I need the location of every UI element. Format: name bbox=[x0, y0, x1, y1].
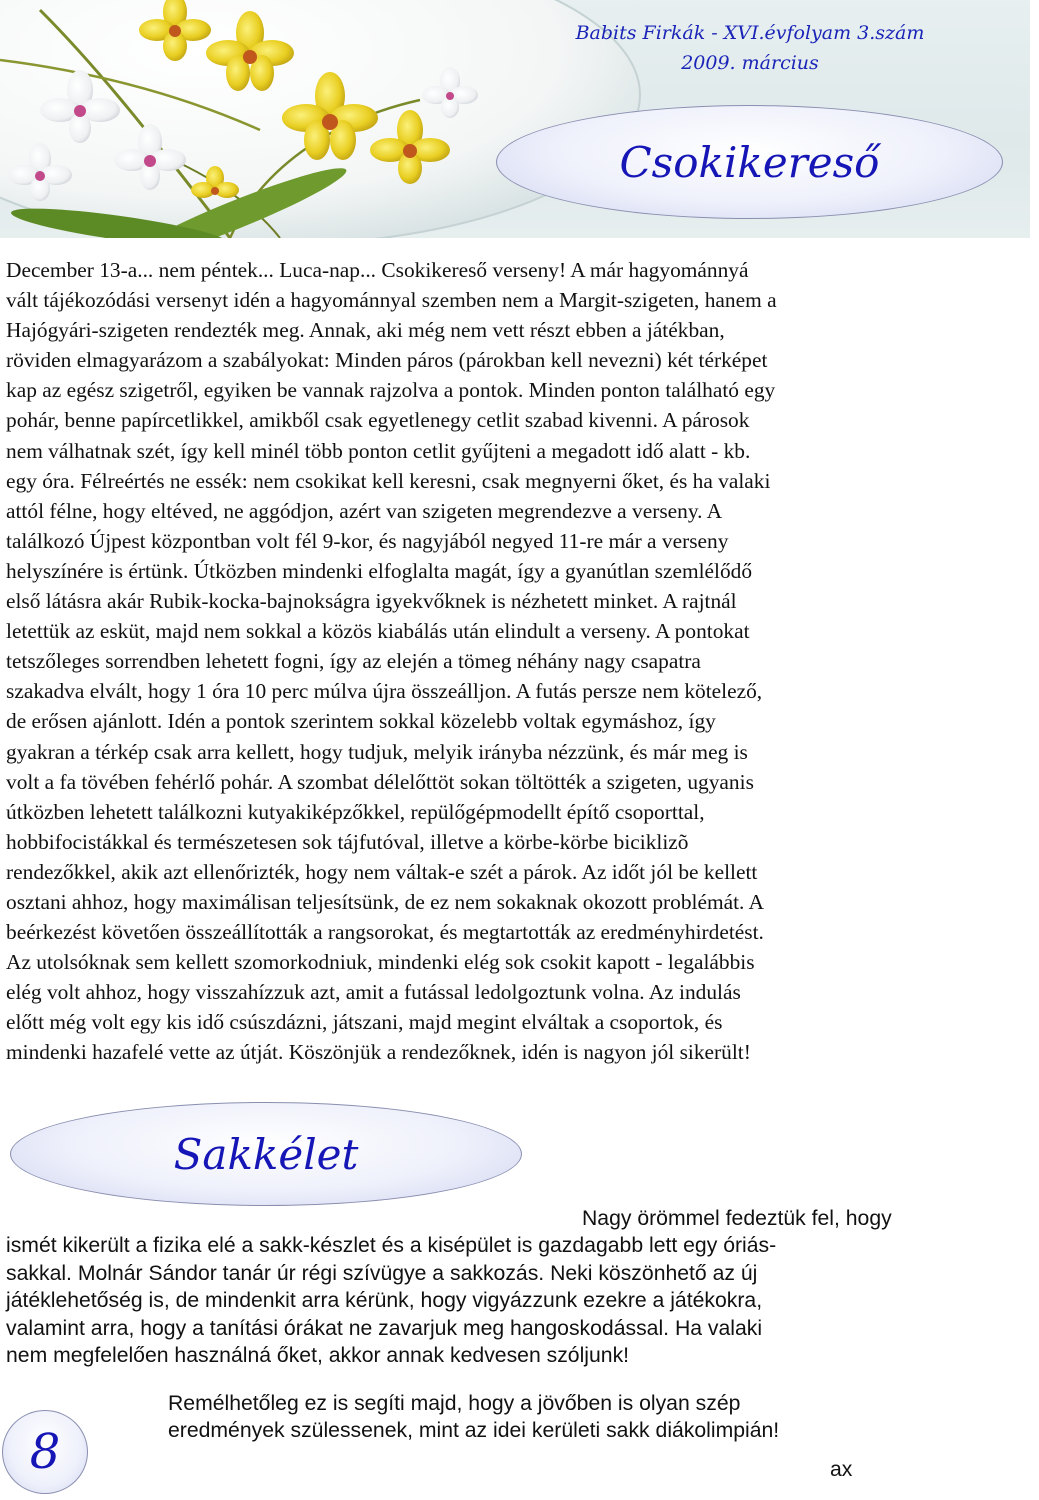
body-line: tetszőleges sorrendben lehetett fogni, így az elején a tömeg néhány nagy csapatra bbox=[6, 649, 701, 674]
body-line: nem megfelelően használná őket, akkor annak kedvesen szóljunk! bbox=[6, 1344, 630, 1368]
body-line: pohár, benne papírcetlikkel, amikből csak egyetlenegy cetlit szabad kivenni. A párosok bbox=[6, 408, 750, 433]
closing-paragraph bbox=[168, 1390, 779, 1445]
body-line: kap az egész szigetről, egyiken be vannak rajzolva a pontok. Minden ponton található egy bbox=[6, 378, 776, 403]
body-line: gyakran a térkép csak arra kellett, hogy tudjuk, melyik irányba nézzünk, és már meg is bbox=[6, 739, 748, 764]
body-line: volt a fa tövében fehérlő pohár. A szombat délelőttöt sokan töltötték a szigeten, ugyanis bbox=[6, 769, 754, 794]
body-line: első látásra akár Rubik-kocka-bajnokságra igyekvőknek is nézhetett minket. A rajtnál bbox=[6, 589, 737, 614]
body-line: eredmények szülessenek, mint az idei kerületi sakk diákolimpián! bbox=[168, 1419, 780, 1443]
body-line: helyszínére is értünk. Útközben mindenki elfoglalta magát, így a gyanútlan szemlélődő bbox=[6, 558, 753, 583]
article-body-csokikereso bbox=[6, 255, 1034, 1068]
body-line: December 13-a... nem péntek... Luca-nap... Csokikereső verseny! A már hagyománnyá bbox=[6, 258, 749, 282]
body-line: elég volt ahhoz, hogy visszahízzuk azt, amit a futással ledolgoztunk volna. Az indulás bbox=[6, 980, 741, 1005]
body-line: mindenki hazafelé vette az útját. Köszönjük a rendezőknek, idén is nagyon jól sikerült! bbox=[6, 1040, 751, 1065]
body-line: beérkezést követően összeállították a rangsorokat, és megtartották az eredményhirdetést. bbox=[6, 920, 764, 945]
body-line: útközben lehetett találkozni kutyakiképzőkkel, repülőgépmodellt építő csoporttal, bbox=[6, 799, 705, 824]
body-line: Az utolsóknak sem kellett szomorkodniuk, mindenki elég sok csokit kapott - legalábbis bbox=[6, 950, 755, 975]
body-line: röviden elmagyarázom a szabályokat: Minden páros (párokban kell nevezni) két térképet bbox=[6, 348, 768, 373]
body-line: Remélhetőleg ez is segíti majd, hogy a jövőben is olyan szép bbox=[168, 1392, 741, 1415]
body-line: sakkal. Molnár Sándor tanár úr régi szívügye a sakkozás. Neki köszönhető az új bbox=[6, 1261, 758, 1285]
body-line: találkozó Újpest központban volt fél 9-kor, és nagyjából negyed 11-re már a verseny bbox=[6, 528, 729, 553]
body-line: egy óra. Félreértés ne essék: nem csokikat kell keresni, csak megnyerni őket, és ha valaki bbox=[6, 468, 771, 493]
article-title-csokikereso: Csokikereső bbox=[496, 105, 1003, 219]
article-body-sakkelet bbox=[6, 1205, 892, 1369]
body-line: előtt még volt egy kis idő csúszdázni, játszani, majd megint elváltak a csoportok, és bbox=[6, 1010, 723, 1035]
issue-date: 2009. március bbox=[681, 52, 819, 74]
body-line: letettük az esküt, majd nem sokkal a közös kiabálás után elindult a verseny. A pontokat bbox=[6, 619, 750, 644]
body-line: vált tájékozódási versenyt idén a hagyománnyal szemben nem a Margit-szigeten, hanem a bbox=[6, 288, 777, 313]
author-signature: ax bbox=[830, 1458, 853, 1481]
body-line: de erősen ajánlott. Idén a pontok szerintem sokkal közelebb voltak egymáshoz, így bbox=[6, 709, 716, 734]
body-line: játéklehetőség is, de mindenkit arra kérünk, hogy vigyázzunk ezekre a játékokra, bbox=[6, 1289, 763, 1313]
issue-title: Babits Firkák - XVI.évfolyam 3.szám bbox=[575, 22, 925, 44]
body-line: ismét kikerült a fizika elé a sakk-készlet és a kisépület is gazdagabb lett egy óriás- bbox=[6, 1234, 777, 1258]
body-line: hobbifocistákkal és természetesen sok tájfutóval, illetve a körbe-körbe biciklizõ bbox=[6, 829, 689, 854]
body-line: szakadva elvált, hogy 1 óra 10 perc múlva újra összeálljon. A futás persze nem kötelező, bbox=[6, 679, 763, 704]
body-line: nem válhatnak szét, így kell minél több ponton cetlit gyűjteni a megadott idő alatt - kb. bbox=[6, 438, 751, 463]
page-number: 8 bbox=[2, 1410, 88, 1494]
body-line: osztani ahhoz, hogy maximálisan teljesítsünk, de ez nem sokaknak okozott problémát. A bbox=[6, 889, 764, 914]
body-line: Hajógyári-szigeten rendezték meg. Annak, aki még nem vett részt ebben a játékban, bbox=[6, 318, 725, 343]
article-title-sakkelet: Sakkélet bbox=[10, 1102, 522, 1206]
body-line: Nagy örömmel fedeztük fel, hogy bbox=[582, 1207, 892, 1230]
body-line: attól félne, hogy eltéved, ne aggódjon, azért van szigeten megrendezve a verseny. A bbox=[6, 498, 723, 523]
body-line: rendezőkkel, akik azt ellenőrizték, hogy nem váltak-e szét a párok. Az időt jól be kellett bbox=[6, 859, 758, 884]
body-line: valamint arra, hogy a tanítási órákat ne zavarjuk meg hangoskodással. Ha valaki bbox=[6, 1316, 763, 1340]
